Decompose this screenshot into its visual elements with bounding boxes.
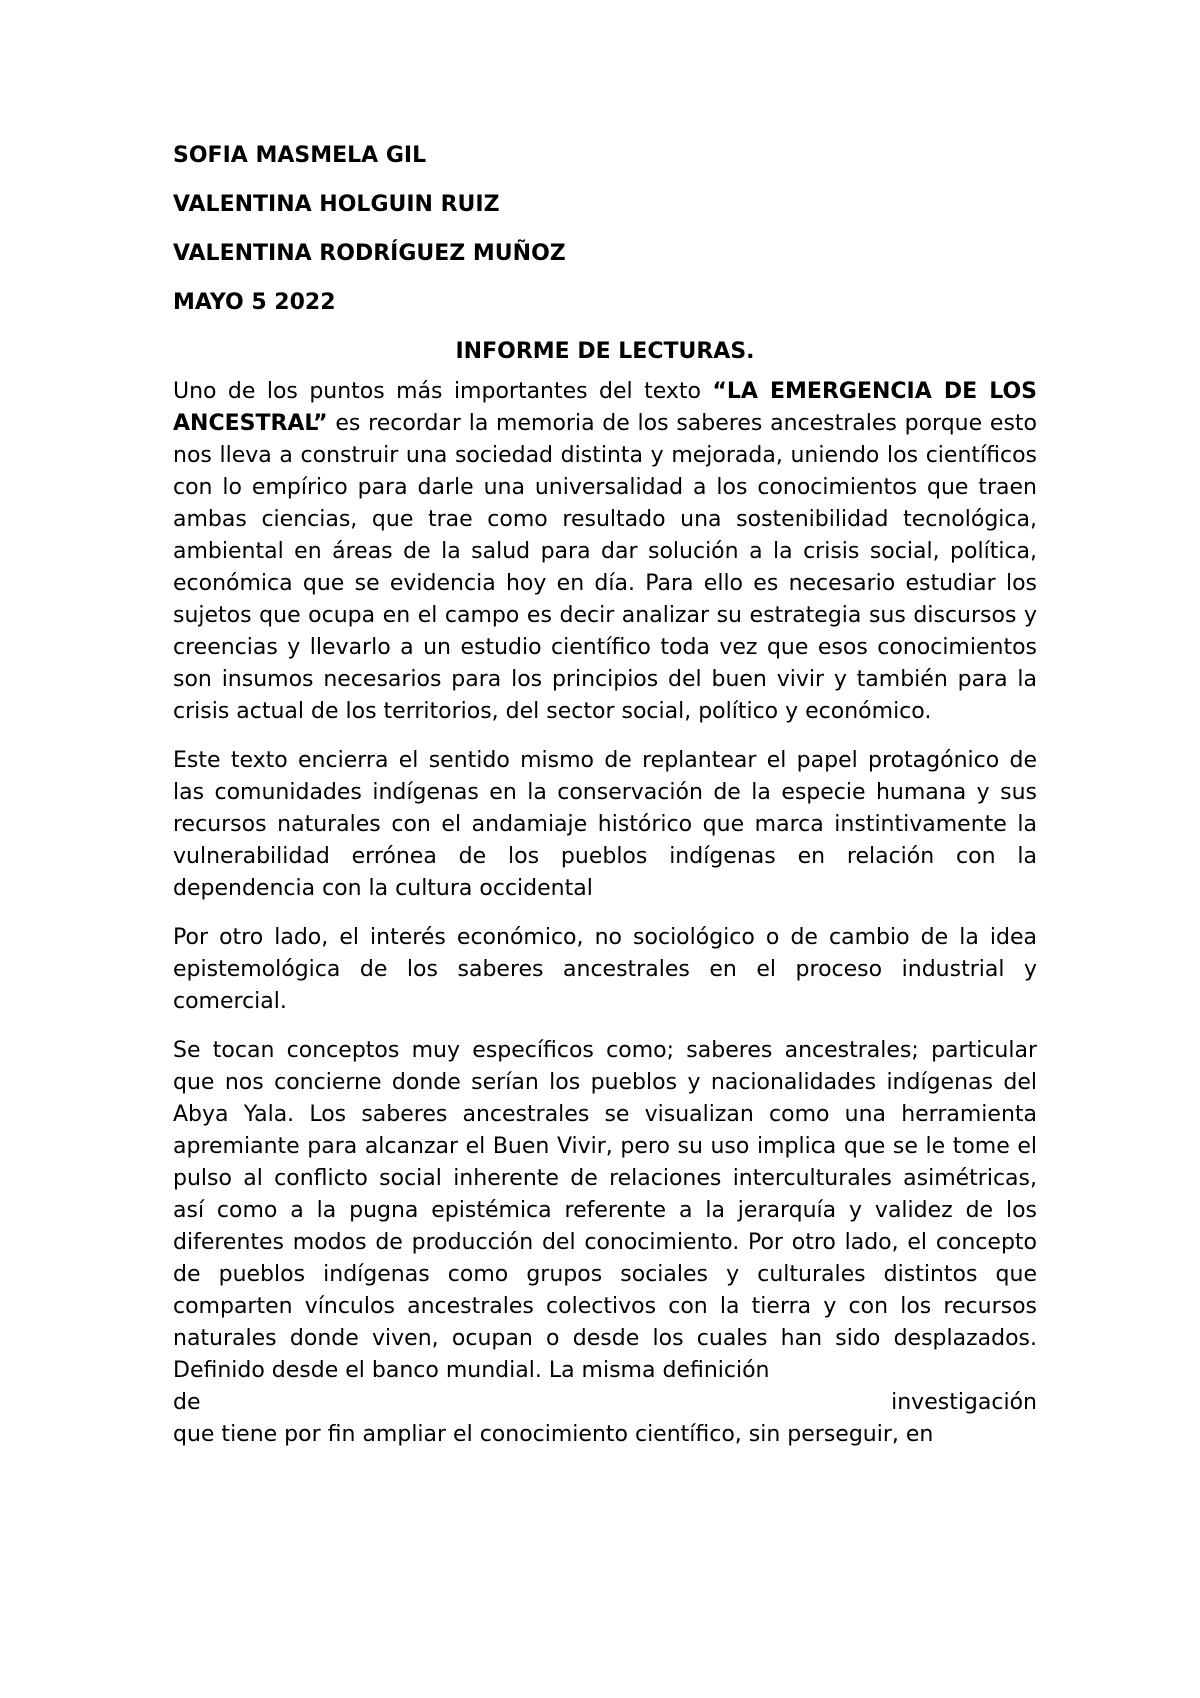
author-name-1: SOFIA MASMELA GIL (173, 143, 427, 168)
paragraph-4-last-line: que tiene por fin ampliar el conocimiento científico, sin perseguir, en (173, 1422, 934, 1447)
author-name-2: VALENTINA HOLGUIN RUIZ (173, 192, 500, 217)
paragraph-4 (173, 1035, 1037, 1451)
paragraph-1 (173, 376, 1037, 728)
paragraph-1-rest: es recordar la memoria de los saberes ancestrales porque esto nos lleva a construir una sociedad distinta y mejorada, uniendo los científicos con lo empírico para darle una universalidad a los conocimientos que traen ambas ciencias, que trae como resultado una sostenibilidad tecnológica, ambiental en áreas de la salud para dar solución a la crisis social, política, económica que se evidencia hoy en día. Para ello es necesario estudiar los sujetos que ocupa en el campo es decir analizar su estrategia sus discursos y creencias y llevarlo a un estudio científico toda vez que esos conocimientos son insumos necesarios para los principios del buen vivir y también para la crisis actual de los territorios, del sector social, político y económico. (173, 411, 1037, 724)
author-name-3: VALENTINA RODRÍGUEZ MUÑOZ (173, 241, 566, 266)
paragraph-1-intro: Uno de los puntos más importantes del texto (173, 379, 713, 404)
paragraph-3: Por otro lado, el interés económico, no sociológico o de cambio de la idea epistemológica de los saberes ancestrales en el proceso industrial y comercial. (173, 925, 1037, 1014)
paragraph-4-split-left: de (173, 1390, 201, 1415)
document-title: INFORME DE LECTURAS. (455, 339, 755, 364)
paragraph-4-main: Se tocan conceptos muy específicos como; saberes ancestrales; particular que nos concierne donde serían los pueblos y nacionalidades indígenas del Abya Yala. Los saberes ancestrales se visualizan como una herramienta apremiante para alcanzar el Buen Vivir, pero su uso implica que se le tome el pulso al conflicto social inherente de relaciones interculturales asimétricas, así como a la pugna epistémica referente a la jerarquía y validez de los diferentes modos de producción del conocimiento. Por otro lado, el concepto de pueblos indígenas como grupos sociales y culturales distintos que comparten vínculos ancestrales colectivos con la tierra y con los recursos naturales donde viven, ocupan o desde los cuales han sido desplazados. Definido desde el banco mundial. La misma definición (173, 1038, 1037, 1383)
paragraph-4-split-right: investigación (891, 1390, 1037, 1415)
paragraph-2: Este texto encierra el sentido mismo de replantear el papel protagónico de las comunidades indígenas en la conservación de la especie humana y sus recursos naturales con el andamiaje histórico que marca instintivamente la vulnerabilidad errónea de los pueblos indígenas en relación con la dependencia con la cultura occidental (173, 748, 1037, 901)
document-date: MAYO 5 2022 (173, 290, 336, 315)
paragraph-1-bold-title: “LA EMERGENCIA DE LOS ANCESTRAL” (173, 379, 1037, 436)
document-content (173, 140, 1037, 1451)
paragraph-4-split-line (173, 1387, 1037, 1419)
